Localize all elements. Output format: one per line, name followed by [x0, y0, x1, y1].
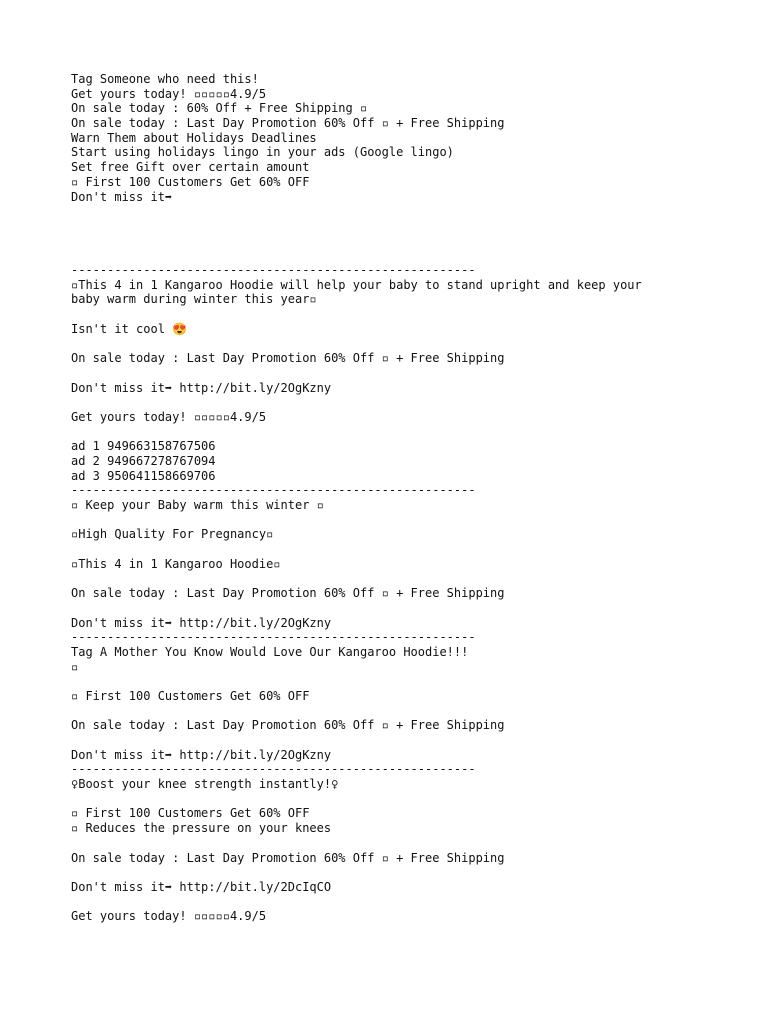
ad-line: ▫ Keep your Baby warm this winter ▫: [71, 498, 324, 513]
spacer: [71, 792, 751, 807]
cta-link[interactable]: http://bit.ly/2DcIqCO: [179, 879, 332, 894]
ad-3: [71, 645, 751, 763]
spacer: [71, 733, 751, 748]
cta-prefix: Don't miss it➡: [71, 747, 180, 762]
spacer: [71, 865, 751, 880]
ad-line: Tag A Mother You Know Would Love Our Kangaroo Hoodie!!!: [71, 644, 469, 659]
document-page: [71, 72, 751, 924]
ad-2: [71, 498, 751, 630]
ad-cta: [71, 616, 751, 631]
spacer: [71, 204, 751, 263]
spacer: [71, 542, 751, 557]
ad-id: ad 1 949663158767506: [71, 439, 216, 454]
spacer: [71, 425, 751, 440]
ad-line: ▫This 4 in 1 Kangaroo Hoodie▫: [71, 556, 281, 571]
cta-prefix: Don't miss it➡: [71, 879, 180, 894]
spacer: [71, 895, 751, 910]
spacer: [71, 366, 751, 381]
ad-cta: [71, 748, 751, 763]
header-block: [71, 72, 751, 204]
spacer: [71, 836, 751, 851]
ad-line: ▫High Quality For Pregnancy▫: [71, 527, 274, 542]
ad-rating: Get yours today! ▫▫▫▫▫4.9/5: [71, 409, 267, 424]
ad-cta: [71, 381, 751, 396]
cta-prefix: Don't miss it➡: [71, 380, 180, 395]
header-line: On sale today : 60% Off + Free Shipping ▫: [71, 101, 368, 116]
spacer: [71, 336, 751, 351]
divider: --------------------------------------------------------: [71, 483, 476, 498]
header-line: Start using holidays lingo in your ads (Google lingo): [71, 145, 454, 160]
header-line: Get yours today! ▫▫▫▫▫4.9/5: [71, 86, 267, 101]
ad-offer: ▫ First 100 Customers Get 60% OFF: [71, 688, 310, 703]
ad-line: ▫: [71, 659, 79, 674]
ad-headline: ♀Boost your knee strength instantly!♀: [71, 777, 339, 792]
spacer: [71, 571, 751, 586]
ad-promo: On sale today : Last Day Promotion 60% Off ▫ + Free Shipping: [71, 850, 505, 865]
ad-id: ad 3 950641158669706: [71, 468, 216, 483]
ad-1: [71, 278, 751, 484]
header-line: Tag Someone who need this!: [71, 72, 259, 86]
spacer: [71, 674, 751, 689]
cta-link[interactable]: http://bit.ly/2OgKzny: [179, 615, 332, 630]
cta-link[interactable]: http://bit.ly/2OgKzny: [179, 380, 332, 395]
divider: --------------------------------------------------------: [71, 262, 476, 277]
header-line: On sale today : Last Day Promotion 60% Off ▫ + Free Shipping: [71, 116, 505, 131]
ad-promo: On sale today : Last Day Promotion 60% Off ▫ + Free Shipping: [71, 718, 505, 733]
header-line: Warn Them about Holidays Deadlines: [71, 130, 317, 145]
spacer: [71, 395, 751, 410]
ad-rating: Get yours today! ▫▫▫▫▫4.9/5: [71, 909, 267, 924]
cta-link[interactable]: http://bit.ly/2OgKzny: [179, 747, 332, 762]
ad-cta: [71, 880, 751, 895]
header-line: ▫ First 100 Customers Get 60% OFF: [71, 174, 310, 189]
ad-promo: On sale today : Last Day Promotion 60% Off ▫ + Free Shipping: [71, 351, 505, 366]
ad-headline: ▫This 4 in 1 Kangaroo Hoodie will help your baby to stand upright and keep your baby warm during winter this year▫: [71, 277, 649, 307]
ad-4: [71, 777, 751, 924]
spacer: [71, 601, 751, 616]
ad-offer: ▫ First 100 Customers Get 60% OFF: [71, 806, 310, 821]
header-line: Set free Gift over certain amount: [71, 160, 310, 175]
spacer: [71, 513, 751, 528]
ad-question: Isn't it cool 😍: [71, 321, 188, 336]
divider: --------------------------------------------------------: [71, 762, 476, 777]
ad-id: ad 2 949667278767094: [71, 453, 216, 468]
spacer: [71, 307, 751, 322]
spacer: [71, 704, 751, 719]
header-line: Don't miss it➡: [71, 189, 173, 204]
ad-benefit: ▫ Reduces the pressure on your knees: [71, 821, 332, 836]
cta-prefix: Don't miss it➡: [71, 615, 180, 630]
ad-promo: On sale today : Last Day Promotion 60% Off ▫ + Free Shipping: [71, 586, 505, 601]
divider: --------------------------------------------------------: [71, 630, 476, 645]
